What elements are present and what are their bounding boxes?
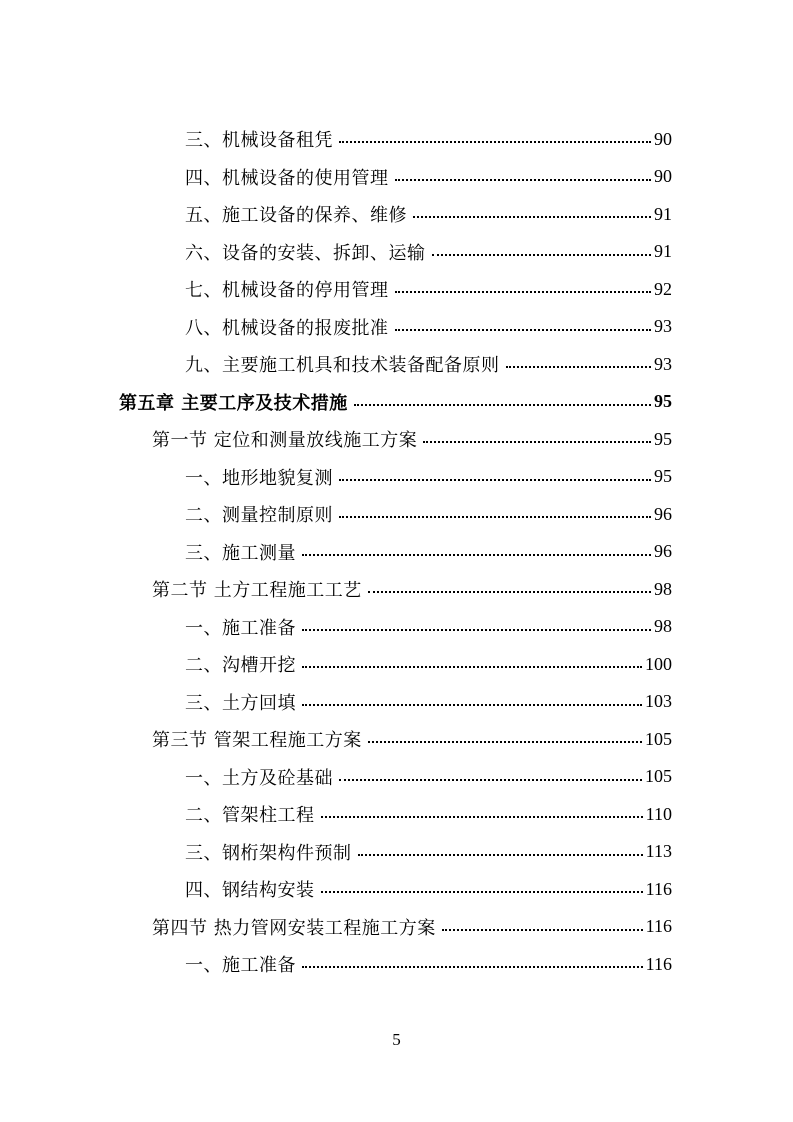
toc-entry-title: 三、施工测量 (185, 542, 296, 564)
toc-entry-section[interactable] (152, 724, 672, 754)
toc-entry-title: 第二节 土方工程施工工艺 (152, 580, 362, 601)
toc-entry-title: 六、设备的安装、拆卸、运输 (185, 242, 426, 264)
toc-entry-title: 二、测量控制原则 (185, 505, 333, 526)
toc-entry[interactable] (185, 199, 672, 229)
toc-entry-title: 二、沟槽开挖 (185, 655, 296, 676)
dot-leader (302, 537, 651, 567)
toc-entry[interactable] (185, 124, 672, 154)
toc-entry-page: 91 (654, 203, 672, 224)
dot-leader (321, 799, 643, 829)
dot-leader (339, 124, 651, 154)
toc-entry-title: 四、钢结构安装 (185, 880, 315, 901)
toc-entry-page: 98 (654, 616, 672, 636)
toc-entry[interactable] (185, 349, 672, 379)
dot-leader (302, 949, 643, 979)
dot-leader (442, 912, 643, 942)
toc-entry-page: 116 (645, 953, 672, 974)
toc-entry[interactable] (185, 799, 672, 829)
toc-entry-title: 第三节 管架工程施工方案 (152, 730, 362, 751)
toc-entry-page: 91 (654, 241, 672, 261)
dot-leader (423, 424, 651, 454)
dot-leader (302, 612, 651, 642)
dot-leader (358, 837, 643, 867)
toc-entry-title: 八、机械设备的报废批准 (185, 317, 389, 339)
toc-entry-title: 三、土方回填 (185, 692, 296, 714)
toc-entry[interactable] (185, 837, 672, 867)
toc-entry[interactable] (185, 499, 672, 529)
toc-entry-page: 96 (654, 541, 672, 561)
toc-entry-page: 93 (654, 353, 672, 374)
dot-leader (368, 574, 651, 604)
toc-entry-chapter[interactable] (119, 387, 672, 417)
dot-leader (395, 312, 652, 342)
toc-entry[interactable] (185, 274, 672, 304)
dot-leader (302, 687, 642, 717)
toc-entry-section[interactable] (152, 424, 672, 454)
toc-entry-page: 95 (654, 466, 672, 486)
toc-entry-page: 90 (654, 166, 672, 186)
toc-entry-title: 三、钢桁架构件预制 (185, 842, 352, 864)
toc-entry[interactable] (185, 874, 672, 904)
toc-entry-title: 一、施工准备 (185, 955, 296, 976)
toc-entry-title: 四、机械设备的使用管理 (185, 167, 389, 189)
dot-leader (339, 499, 651, 529)
toc-entry-page: 90 (654, 128, 672, 149)
toc-entry[interactable] (185, 312, 672, 342)
toc-entry[interactable] (185, 949, 672, 979)
dot-leader (321, 874, 643, 904)
toc-entry-title: 一、地形地貌复测 (185, 467, 333, 489)
toc-entry[interactable] (185, 649, 672, 679)
dot-leader (354, 387, 651, 417)
dot-leader (368, 724, 642, 754)
toc-entry-section[interactable] (152, 912, 672, 942)
toc-entry-page: 96 (654, 503, 672, 524)
toc-entry-page: 116 (645, 878, 672, 899)
toc-entry-page: 92 (654, 278, 672, 299)
toc-entry-section[interactable] (152, 574, 672, 604)
toc-entry-title: 三、机械设备租凭 (185, 130, 333, 151)
dot-leader (432, 237, 652, 267)
toc-entry-page: 105 (645, 728, 672, 749)
toc-entry-title: 五、施工设备的保养、维修 (185, 205, 407, 226)
toc-entry-page: 116 (645, 916, 672, 936)
toc-entry-page: 98 (654, 578, 672, 599)
dot-leader (413, 199, 651, 229)
toc-entry[interactable] (185, 462, 672, 492)
toc-entry-title: 七、机械设备的停用管理 (185, 280, 389, 301)
toc-entry-page: 103 (645, 691, 672, 711)
toc-entry[interactable] (185, 237, 672, 267)
toc-entry-title: 一、施工准备 (185, 617, 296, 639)
toc-entry-page: 105 (645, 766, 672, 786)
toc-entry-title: 第四节 热力管网安装工程施工方案 (152, 917, 436, 939)
dot-leader (395, 162, 652, 192)
dot-leader (302, 649, 642, 679)
dot-leader (339, 762, 642, 792)
dot-leader (395, 274, 652, 304)
toc-entry-page: 95 (654, 391, 672, 411)
toc-entry[interactable] (185, 687, 672, 717)
toc-entry-page: 93 (654, 316, 672, 336)
toc-entry-page: 110 (645, 803, 672, 824)
page-number: 5 (392, 1030, 401, 1049)
toc-entry-title: 第五章 主要工序及技术措施 (119, 392, 348, 414)
toc-entry-page: 113 (645, 841, 672, 861)
toc-entry-title: 一、土方及砼基础 (185, 767, 333, 789)
toc-entry[interactable] (185, 162, 672, 192)
toc-entry-page: 95 (654, 428, 672, 449)
toc-entry[interactable] (185, 762, 672, 792)
toc-entry-title: 九、主要施工机具和技术装备配备原则 (185, 355, 500, 376)
toc-entry[interactable] (185, 537, 672, 567)
toc-entry[interactable] (185, 612, 672, 642)
toc-entry-title: 第一节 定位和测量放线施工方案 (152, 430, 418, 451)
toc-entry-title: 二、管架柱工程 (185, 805, 315, 826)
dot-leader (506, 349, 652, 379)
dot-leader (339, 462, 651, 492)
toc-entry-page: 100 (645, 653, 672, 674)
